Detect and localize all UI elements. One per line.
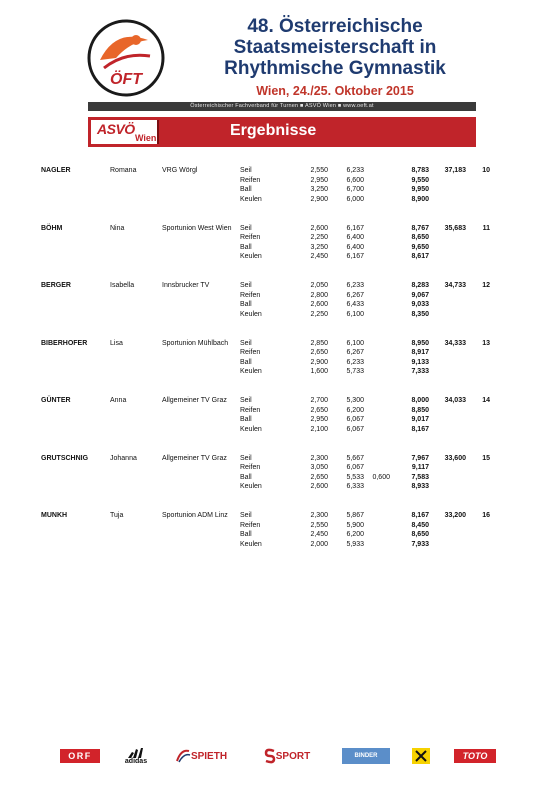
difficulty-score: 2,600 — [310, 301, 328, 309]
apparatus-name: Reifen — [240, 406, 261, 414]
execution-score: 6,600 — [346, 176, 364, 184]
execution-score: 6,067 — [346, 425, 364, 433]
athlete-block — [0, 454, 560, 512]
athlete-rank: 10 — [482, 167, 490, 174]
execution-score: 6,400 — [346, 234, 364, 242]
difficulty-score: 3,250 — [310, 243, 328, 251]
apparatus-row — [0, 406, 560, 416]
apparatus-total: 8,850 — [411, 406, 429, 414]
apparatus-name: Reifen — [240, 176, 261, 184]
event-title — [180, 16, 490, 79]
apparatus-name: Reifen — [240, 521, 261, 529]
apparatus-name: Reifen — [240, 349, 261, 357]
logo-text: ÖFT — [110, 71, 142, 88]
difficulty-score: 2,900 — [310, 195, 328, 203]
execution-score: 5,933 — [346, 540, 364, 548]
apparatus-name: Seil — [240, 167, 252, 174]
apparatus-name: Ball — [240, 301, 252, 309]
apparatus-total: 8,167 — [411, 512, 429, 519]
apparatus-name: Ball — [240, 358, 252, 366]
apparatus-total: 8,767 — [411, 224, 429, 232]
athlete-first-name: Romana — [110, 167, 137, 174]
apparatus-name: Ball — [240, 531, 252, 539]
execution-score: 6,433 — [346, 301, 364, 309]
apparatus-total: 9,017 — [411, 416, 429, 424]
athlete-rank: 11 — [482, 224, 490, 232]
apparatus-name: Keulen — [240, 540, 262, 548]
apparatus-row — [0, 415, 560, 425]
athlete-club: Allgemeiner TV Graz — [162, 397, 227, 404]
athlete-last-name: GRUTSCHNIG — [41, 454, 89, 462]
raiffeisen-logo — [412, 748, 430, 764]
apparatus-row — [0, 511, 560, 521]
apparatus-name: Seil — [240, 512, 252, 519]
title-line-2: Staatsmeisterschaft in — [233, 37, 437, 58]
difficulty-score: 2,450 — [310, 531, 328, 539]
athlete-first-name: Lisa — [110, 339, 123, 347]
difficulty-score: 2,300 — [310, 512, 328, 519]
apparatus-row — [0, 310, 560, 320]
apparatus-name: Seil — [240, 224, 252, 232]
results-title: Ergebnisse — [230, 122, 317, 139]
athlete-block — [0, 396, 560, 454]
execution-score: 5,300 — [346, 397, 364, 404]
apparatus-row — [0, 454, 560, 464]
athlete-club: Sportunion West Wien — [162, 224, 232, 232]
event-date: Wien, 24./25. Oktober 2015 — [256, 84, 414, 98]
apparatus-row — [0, 540, 560, 550]
apparatus-total: 8,900 — [411, 195, 429, 203]
apparatus-total: 7,967 — [411, 454, 429, 462]
apparatus-name: Ball — [240, 416, 252, 424]
apparatus-row — [0, 185, 560, 195]
all-around-score: 34,033 — [444, 397, 466, 404]
apparatus-total: 7,583 — [411, 473, 429, 481]
sport-s-icon — [264, 748, 276, 764]
execution-score: 6,067 — [346, 416, 364, 424]
athlete-last-name: GÜNTER — [41, 397, 71, 404]
athlete-club: Innsbrucker TV — [162, 282, 210, 289]
apparatus-total: 8,000 — [411, 397, 429, 404]
apparatus-name: Keulen — [240, 368, 262, 376]
all-around-score: 33,600 — [444, 454, 466, 462]
athlete-first-name: Tuja — [110, 512, 124, 519]
athlete-club: Sportunion ADM Linz — [162, 512, 228, 519]
apparatus-total: 8,617 — [411, 253, 429, 261]
difficulty-score: 2,100 — [310, 425, 328, 433]
apparatus-total: 8,650 — [411, 234, 429, 242]
execution-score: 5,900 — [346, 521, 364, 529]
apparatus-name: Keulen — [240, 310, 262, 318]
apparatus-total: 9,133 — [411, 358, 429, 366]
athlete-rank: 13 — [482, 339, 490, 347]
all-around-score: 35,683 — [444, 224, 466, 232]
apparatus-total: 8,950 — [411, 339, 429, 347]
athlete-rank: 16 — [482, 512, 490, 519]
execution-score: 6,700 — [346, 186, 364, 194]
apparatus-name: Keulen — [240, 483, 262, 491]
difficulty-score: 2,250 — [310, 310, 328, 318]
execution-score: 5,867 — [346, 512, 364, 519]
title-line-1: 48. Österreichische — [247, 16, 423, 37]
apparatus-total: 8,167 — [411, 425, 429, 433]
apparatus-name: Ball — [240, 473, 252, 481]
athlete-club: Allgemeiner TV Graz — [162, 454, 227, 462]
apparatus-name: Seil — [240, 454, 252, 462]
difficulty-score: 3,050 — [310, 464, 328, 472]
spieth-logo-text: SPIETH — [190, 750, 228, 762]
apparatus-name: Ball — [240, 186, 252, 194]
sport-logo-text: SPORT — [275, 750, 311, 762]
athlete-first-name: Anna — [110, 397, 127, 404]
difficulty-score: 2,950 — [310, 176, 328, 184]
results-list — [0, 166, 560, 569]
difficulty-score: 2,550 — [310, 167, 328, 174]
apparatus-row — [0, 233, 560, 243]
execution-score: 6,167 — [346, 253, 364, 261]
athlete-last-name: NAGLER — [41, 167, 71, 174]
execution-score: 6,267 — [346, 349, 364, 357]
athlete-block — [0, 224, 560, 282]
apparatus-name: Reifen — [240, 234, 261, 242]
apparatus-total: 8,350 — [411, 310, 429, 318]
difficulty-score: 2,650 — [310, 473, 328, 481]
apparatus-total: 9,117 — [411, 464, 429, 472]
difficulty-score: 3,250 — [310, 186, 328, 194]
apparatus-name: Keulen — [240, 253, 262, 261]
apparatus-name: Reifen — [240, 291, 261, 299]
binder-logo: BINDER — [342, 748, 390, 764]
difficulty-score: 2,700 — [310, 397, 328, 404]
title-line-3: Rhythmische Gymnastik — [224, 58, 446, 79]
apparatus-total: 8,917 — [411, 349, 429, 357]
apparatus-row — [0, 521, 560, 531]
sport-ministerium-logo — [252, 745, 322, 767]
athlete-block — [0, 281, 560, 339]
athlete-first-name: Nina — [110, 224, 125, 232]
difficulty-score: 2,650 — [310, 349, 328, 357]
athlete-first-name: Johanna — [110, 454, 137, 462]
athlete-last-name: BERGER — [41, 282, 71, 289]
execution-score: 6,233 — [346, 282, 364, 289]
apparatus-name: Seil — [240, 282, 252, 289]
results-banner — [88, 117, 476, 147]
apparatus-name: Ball — [240, 243, 252, 251]
difficulty-score: 2,050 — [310, 282, 328, 289]
apparatus-total: 9,950 — [411, 186, 429, 194]
apparatus-row — [0, 195, 560, 205]
athlete-rank: 14 — [482, 397, 490, 404]
apparatus-total: 9,550 — [411, 176, 429, 184]
apparatus-row — [0, 252, 560, 262]
execution-score: 6,267 — [346, 291, 364, 299]
difficulty-score: 2,950 — [310, 416, 328, 424]
difficulty-score: 2,600 — [310, 483, 328, 491]
apparatus-row — [0, 291, 560, 301]
apparatus-total: 7,933 — [411, 540, 429, 548]
execution-score: 6,067 — [346, 464, 364, 472]
apparatus-row — [0, 281, 560, 291]
difficulty-score: 2,850 — [310, 339, 328, 347]
apparatus-row — [0, 339, 560, 349]
apparatus-total: 9,067 — [411, 291, 429, 299]
difficulty-score: 2,900 — [310, 358, 328, 366]
orf-logo: ORF — [60, 749, 100, 763]
adidas-logo-text: adidas — [124, 757, 148, 765]
athlete-club: Sportunion Mühlbach — [162, 339, 229, 347]
apparatus-total: 9,033 — [411, 301, 429, 309]
apparatus-row — [0, 530, 560, 540]
apparatus-total: 8,650 — [411, 531, 429, 539]
apparatus-row — [0, 425, 560, 435]
all-around-score: 33,200 — [444, 512, 466, 519]
athlete-block — [0, 511, 560, 569]
difficulty-score: 2,600 — [310, 224, 328, 232]
athlete-last-name: BIBERHOFER — [41, 339, 88, 347]
execution-score: 6,233 — [346, 167, 364, 174]
oeft-logo — [86, 18, 166, 98]
execution-score: 5,733 — [346, 368, 364, 376]
apparatus-row — [0, 224, 560, 234]
execution-score: 6,400 — [346, 243, 364, 251]
athlete-rank: 12 — [482, 282, 490, 289]
execution-score: 6,200 — [346, 406, 364, 414]
adidas-stripes-icon — [127, 748, 145, 758]
difficulty-score: 2,800 — [310, 291, 328, 299]
execution-score: 5,533 — [346, 473, 364, 481]
apparatus-row — [0, 243, 560, 253]
asvo-logo — [91, 120, 159, 144]
difficulty-score: 2,450 — [310, 253, 328, 261]
apparatus-total: 8,783 — [411, 167, 429, 174]
apparatus-row — [0, 348, 560, 358]
athlete-last-name: BÖHM — [41, 224, 63, 232]
apparatus-total: 8,283 — [411, 282, 429, 289]
athlete-first-name: Isabella — [110, 282, 135, 289]
apparatus-row — [0, 176, 560, 186]
difficulty-score: 2,000 — [310, 540, 328, 548]
athlete-rank: 15 — [482, 454, 490, 462]
execution-score: 6,000 — [346, 195, 364, 203]
penalty-score: 0,600 — [372, 473, 390, 481]
difficulty-score: 1,600 — [310, 368, 328, 376]
adidas-logo — [122, 745, 150, 767]
apparatus-row — [0, 482, 560, 492]
apparatus-row — [0, 473, 560, 483]
execution-score: 6,233 — [346, 358, 364, 366]
apparatus-total: 8,933 — [411, 483, 429, 491]
apparatus-row — [0, 367, 560, 377]
execution-score: 6,333 — [346, 483, 364, 491]
all-around-score: 37,183 — [444, 167, 466, 174]
apparatus-name: Keulen — [240, 195, 262, 203]
apparatus-row — [0, 166, 560, 176]
apparatus-row — [0, 463, 560, 473]
asvo-logo-sub: Wien — [135, 133, 157, 143]
spieth-swirl-icon — [175, 749, 191, 763]
asvo-logo-text: ASVÖ — [97, 121, 135, 137]
execution-score: 6,100 — [346, 310, 364, 318]
execution-score: 6,200 — [346, 531, 364, 539]
apparatus-name: Seil — [240, 397, 252, 404]
federation-bar: Österreichischer Fachverband für Turnen ■ ASVÖ Wien ■ www.oeft.at — [88, 102, 476, 111]
all-around-score: 34,733 — [444, 282, 466, 289]
apparatus-name: Keulen — [240, 425, 262, 433]
execution-score: 6,167 — [346, 224, 364, 232]
toto-logo: TOTO — [454, 749, 496, 763]
apparatus-row — [0, 300, 560, 310]
apparatus-row — [0, 358, 560, 368]
difficulty-score: 2,550 — [310, 521, 328, 529]
all-around-score: 34,333 — [444, 339, 466, 347]
execution-score: 6,100 — [346, 339, 364, 347]
spieth-logo — [165, 745, 237, 767]
athlete-club: VRG Wörgl — [162, 167, 198, 174]
sponsor-bar — [60, 745, 500, 769]
athlete-last-name: MUNKH — [41, 512, 68, 519]
apparatus-name: Reifen — [240, 464, 261, 472]
apparatus-name: Seil — [240, 339, 252, 347]
difficulty-score: 2,250 — [310, 234, 328, 242]
athlete-block — [0, 339, 560, 397]
athlete-block — [0, 166, 560, 224]
difficulty-score: 2,650 — [310, 406, 328, 414]
apparatus-total: 7,333 — [411, 368, 429, 376]
apparatus-total: 8,450 — [411, 521, 429, 529]
difficulty-score: 2,300 — [310, 454, 328, 462]
apparatus-row — [0, 396, 560, 406]
execution-score: 5,667 — [346, 454, 364, 462]
raiffeisen-cross-icon — [415, 750, 427, 762]
apparatus-total: 9,650 — [411, 243, 429, 251]
